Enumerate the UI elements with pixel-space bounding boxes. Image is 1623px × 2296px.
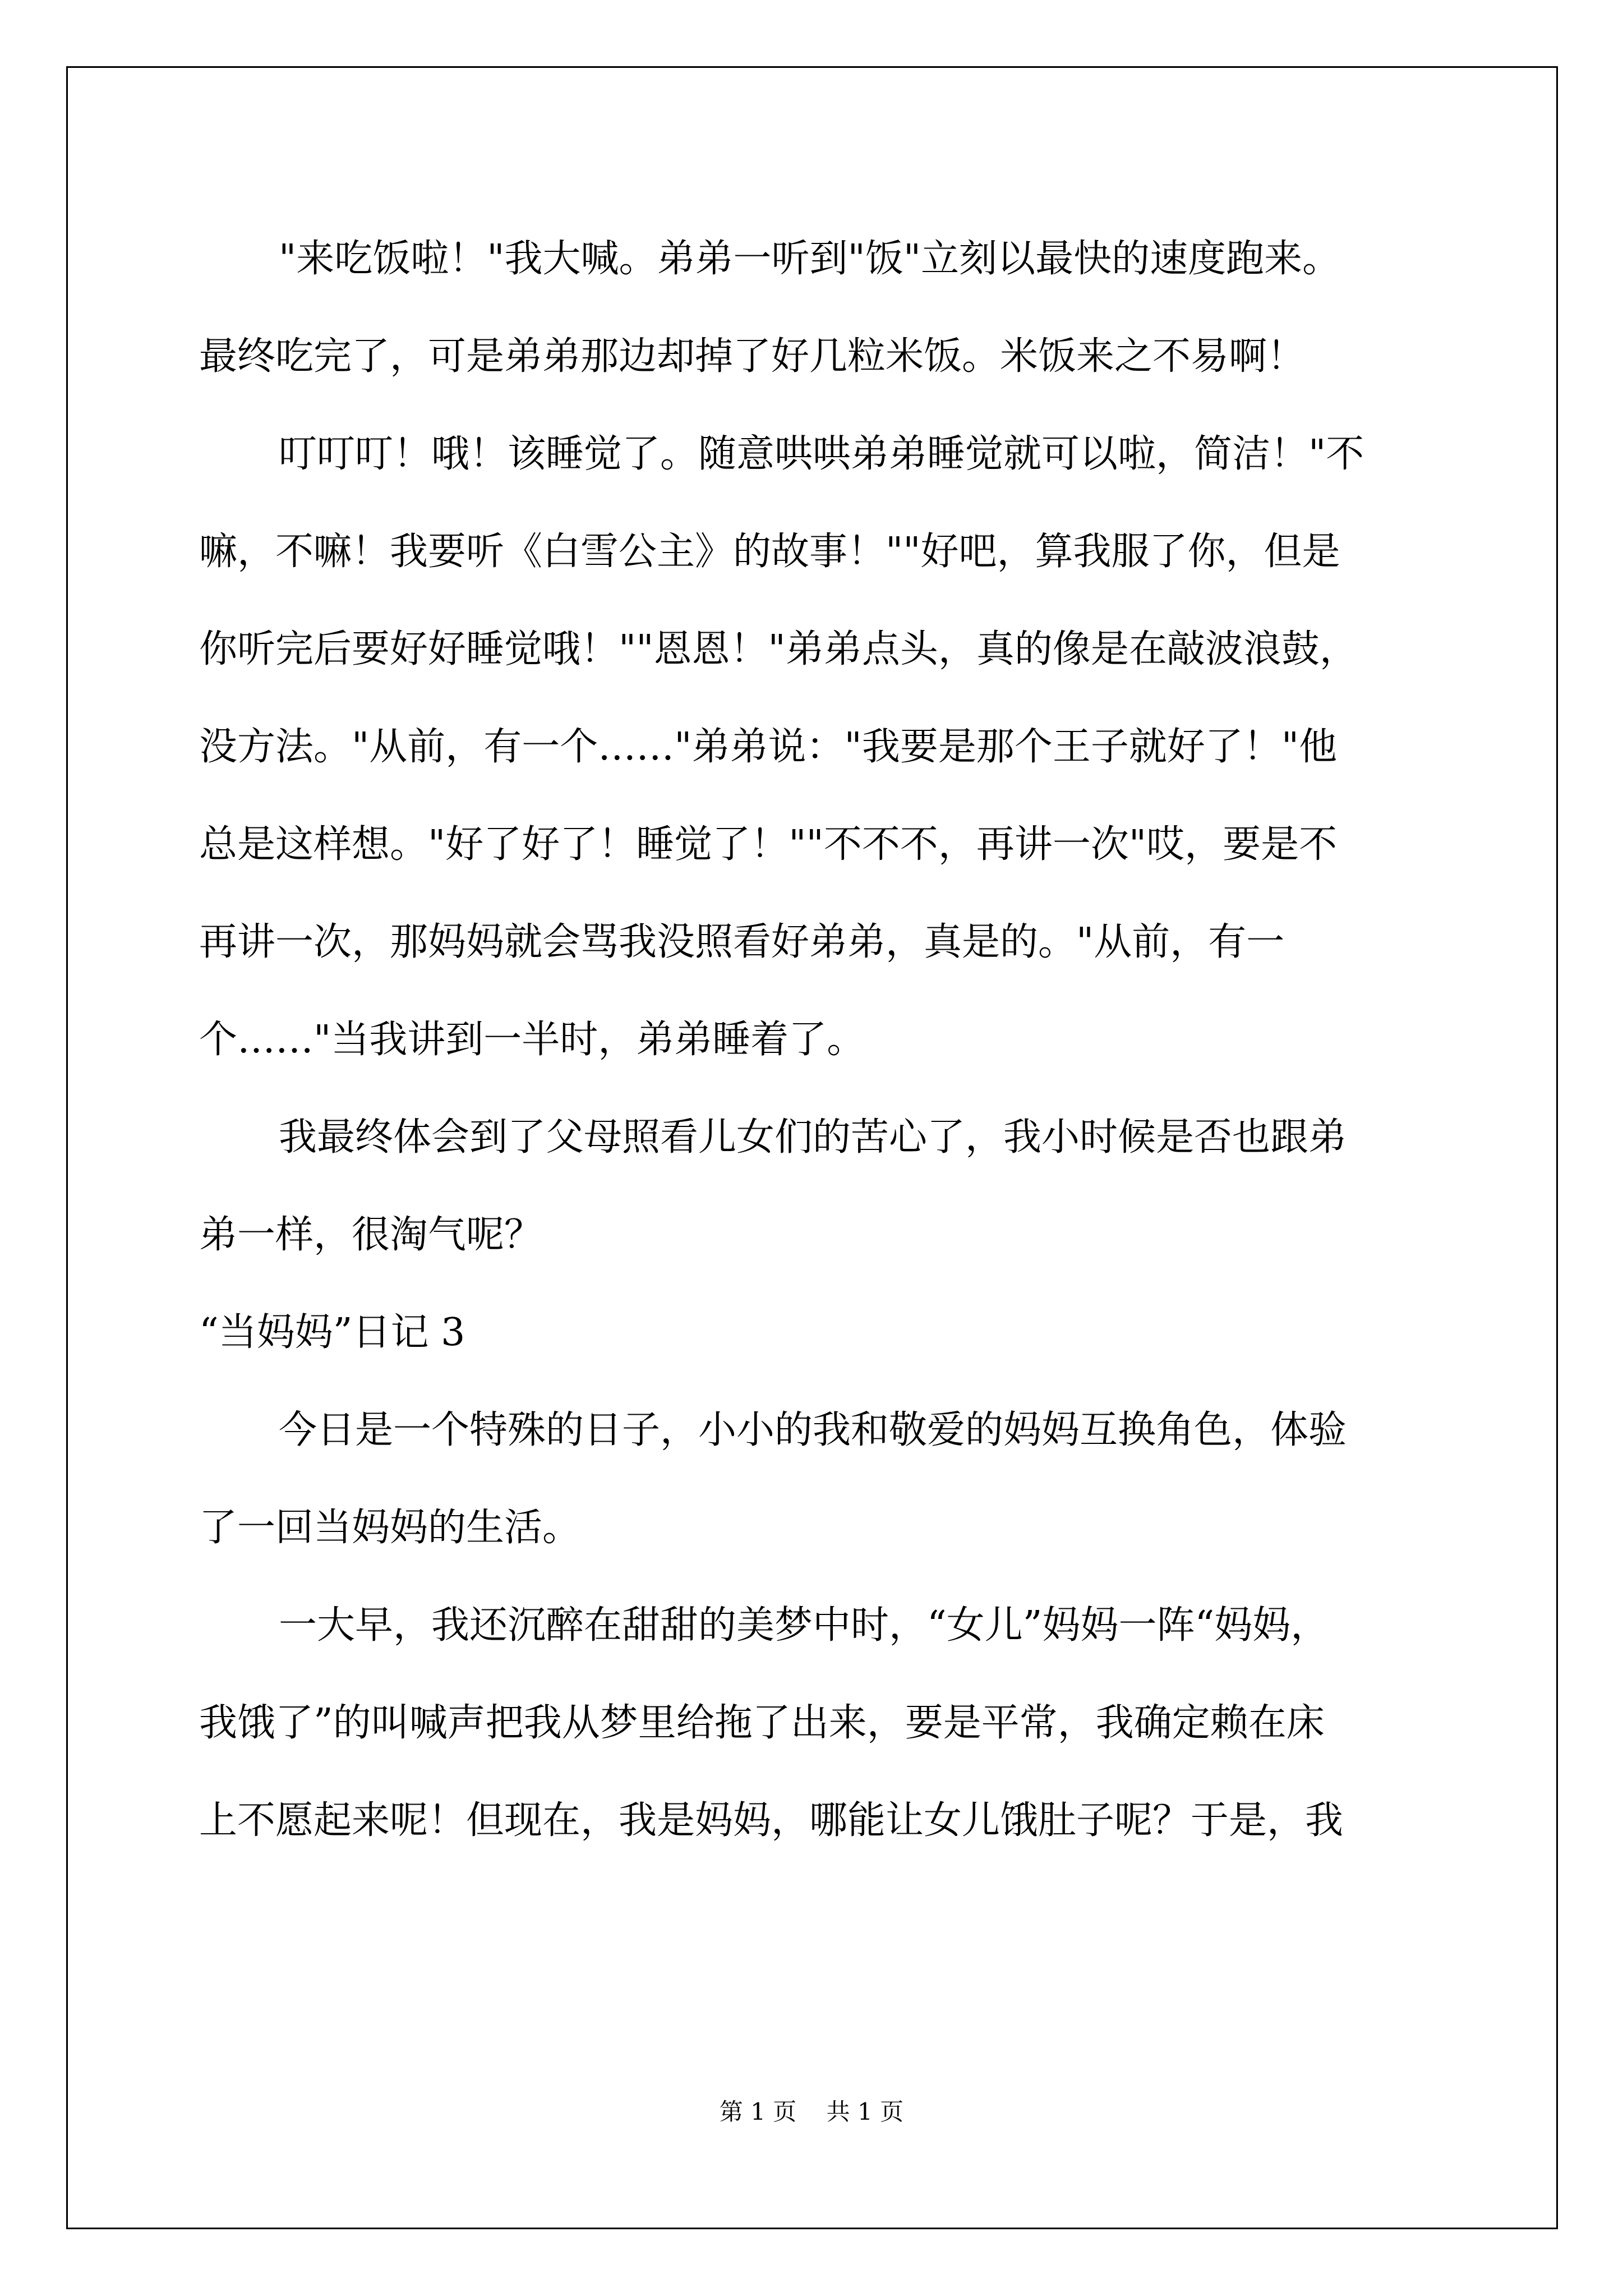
text-line: 嘛，不嘛！我要听《白雪公主》的故事！""好吧，算我服了你，但是	[199, 530, 1340, 574]
text-line: "来吃饭啦！"我大喊。弟弟一听到"饭"立刻以最快的速度跑来。	[279, 237, 1341, 281]
section-heading: “当妈妈”日记 3	[199, 1310, 465, 1355]
page-number: 第 1 页	[719, 2098, 797, 2125]
text-line: 总是这样想。"好了好了！睡觉了！""不不不，再讲一次"哎，要是不	[199, 822, 1338, 867]
text-line: 你听完后要好好睡觉哦！""恩恩！"弟弟点头，真的像是在敲波浪鼓，	[199, 627, 1358, 671]
text-line: 今日是一个特殊的日子，小小的我和敬爱的妈妈互换角色，体验	[279, 1408, 1347, 1452]
text-line: 弟一样，很淘气呢？	[199, 1213, 543, 1257]
text-line: 最终吃完了，可是弟弟那边却掉了好几粒米饭。米饭来之不易啊！	[199, 334, 1306, 379]
page-total: 共 1 页	[826, 2098, 904, 2125]
text-line: 了一回当妈妈的生活。	[199, 1506, 581, 1550]
text-line: 我饿了”的叫喊声把我从梦里给拖了出来，要是平常，我确定赖在床	[199, 1701, 1325, 1745]
text-line: 叮叮叮！哦！该睡觉了。随意哄哄弟弟睡觉就可以啦，简洁！"不	[279, 432, 1364, 476]
text-line: 个……"当我讲到一半时，弟弟睡着了。	[199, 1018, 865, 1062]
page-footer	[0, 2095, 1623, 2129]
text-line: 没方法。"从前，有一个……"弟弟说："我要是那个王子就好了！"他	[199, 725, 1338, 769]
text-line: 我最终体会到了父母照看儿女们的苦心了，我小时候是否也跟弟	[279, 1115, 1347, 1159]
text-line: 再讲一次，那妈妈就会骂我没照看好弟弟，真是的。"从前，有一	[199, 920, 1285, 964]
document-body	[199, 210, 1438, 1870]
text-line: 上不愿起来呢！但现在，我是妈妈，哪能让女儿饿肚子呢？于是，我	[199, 1798, 1344, 1843]
text-line: 一大早，我还沉醉在甜甜的美梦中时，“女儿”妈妈一阵“妈妈，	[279, 1603, 1329, 1648]
